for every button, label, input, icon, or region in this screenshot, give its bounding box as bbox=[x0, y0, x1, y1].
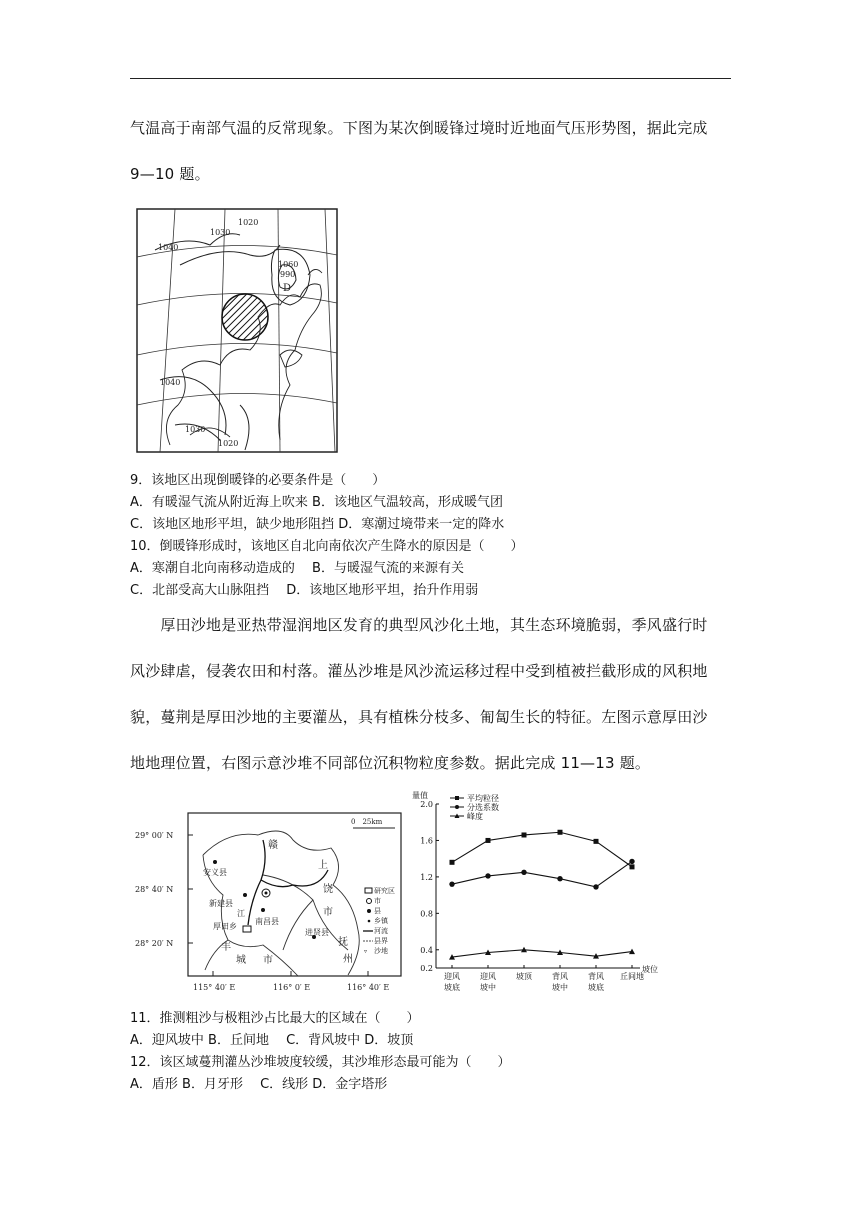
x-tick-label: 迎风 bbox=[444, 972, 460, 981]
series-line bbox=[452, 832, 632, 867]
data-point bbox=[522, 832, 527, 837]
place-label: 市 bbox=[323, 907, 333, 918]
legend-label: 分选系数 bbox=[467, 803, 499, 812]
data-point bbox=[629, 859, 634, 864]
lat-label: 28° 20′ N bbox=[135, 939, 174, 948]
q9-stem: 9．该地区出现倒暖锋的必要条件是（ ） bbox=[130, 473, 386, 488]
isobar-label: 1020 bbox=[218, 439, 239, 448]
chart-series bbox=[449, 830, 635, 960]
q11-options: A．迎风坡中 B．丘间地 C．背风坡中 D．坡顶 bbox=[130, 1033, 414, 1048]
y-tick-label: 1.2 bbox=[420, 872, 433, 882]
data-point bbox=[558, 830, 563, 835]
legend-label: 峰度 bbox=[467, 812, 483, 821]
study-area-marker bbox=[243, 926, 251, 932]
data-point bbox=[450, 860, 455, 865]
legend-marker bbox=[455, 805, 459, 809]
location-map-figure bbox=[133, 800, 413, 996]
lat-label: 29° 00′ N bbox=[135, 831, 174, 840]
legend-label: 平均粒径 bbox=[467, 794, 499, 803]
isobar-label: 1040 bbox=[160, 378, 181, 387]
place-label: 抚 bbox=[338, 937, 348, 948]
data-point bbox=[449, 881, 454, 886]
svg-text:0 25km: 0 25km bbox=[351, 818, 383, 826]
q11-stem: 11．推测粗沙与极粗沙占比最大的区域在（ ） bbox=[130, 1011, 420, 1026]
data-point bbox=[521, 870, 526, 875]
isobar-label: 1060 bbox=[278, 260, 299, 269]
data-point bbox=[485, 873, 490, 878]
y-axis-label: 量值 bbox=[412, 791, 428, 800]
low-pressure-label: D bbox=[283, 283, 292, 294]
lon-label: 116° 0′ E bbox=[273, 983, 311, 992]
y-tick-label: 0.8 bbox=[420, 909, 433, 919]
legend-marker bbox=[455, 796, 459, 800]
x-tick-label: 背风 bbox=[552, 972, 568, 981]
data-point bbox=[630, 864, 635, 869]
svg-text:河流: 河流 bbox=[374, 927, 388, 935]
q9-options-cd: C．该地区地形平坦，缺少地形阻挡 D．寒潮过境带来一定的降水 bbox=[130, 517, 505, 532]
svg-text:▿: ▿ bbox=[364, 948, 368, 955]
place-label: 市 bbox=[263, 955, 273, 966]
svg-text:乡镇: 乡镇 bbox=[374, 917, 388, 925]
y-tick-label: 0.2 bbox=[420, 964, 433, 973]
y-tick-label: 2.0 bbox=[420, 800, 433, 809]
intro2-line4: 地地理位置，右图示意沙堆不同部位沉积物粒度参数。据此完成 11—13 题。 bbox=[130, 754, 651, 772]
grain-size-chart bbox=[410, 790, 672, 996]
intro2-line1: 厚田沙地是亚热带湿润地区发育的典型风沙化土地，其生态环境脆弱，季风盛行时 bbox=[130, 616, 708, 634]
svg-text:县: 县 bbox=[374, 907, 381, 915]
warm-front-area bbox=[222, 294, 268, 340]
place-label: 赣 bbox=[268, 840, 278, 851]
svg-text:研究区: 研究区 bbox=[374, 887, 395, 895]
place-label: 安义县 bbox=[203, 868, 227, 877]
y-tick-label: 1.6 bbox=[420, 836, 433, 846]
series-line bbox=[452, 950, 632, 957]
data-point bbox=[594, 839, 599, 844]
place-label: 丰 bbox=[221, 942, 231, 953]
place-label: 厚田乡 bbox=[213, 922, 237, 931]
x-tick-label: 丘间地 bbox=[620, 972, 644, 981]
intro2-line2: 风沙肆虐，侵袭农田和村落。灌丛沙堆是风沙流运移过程中受到植被拦截形成的风积地 bbox=[130, 662, 708, 680]
place-label: 南昌县 bbox=[255, 917, 279, 926]
x-tick-label: 坡底 bbox=[444, 983, 460, 992]
q12-stem: 12．该区域蔓荆灌丛沙堆坡度较缓，其沙堆形态最可能为（ ） bbox=[130, 1055, 511, 1070]
location-map-frame bbox=[188, 813, 401, 976]
chart-labels bbox=[412, 790, 658, 992]
pressure-map-figure bbox=[130, 205, 342, 455]
q12-options: A．盾形 B．月牙形 C．线形 D．金字塔形 bbox=[130, 1077, 388, 1092]
data-point bbox=[593, 884, 598, 889]
isobar-label: 1020 bbox=[238, 218, 259, 227]
header-rule bbox=[130, 78, 731, 79]
svg-text:县界: 县界 bbox=[374, 937, 388, 945]
place-label: 州 bbox=[343, 954, 353, 965]
intro2-line3: 貌，蔓荆是厚田沙地的主要灌丛，具有植株分枝多、匍匐生长的特征。左图示意厚田沙 bbox=[130, 708, 708, 726]
place-label: 城 bbox=[236, 955, 246, 966]
x-tick-label: 迎风 bbox=[480, 972, 496, 981]
data-point bbox=[557, 876, 562, 881]
q10-stem: 10．倒暖锋形成时，该地区自北向南依次产生降水的原因是（ ） bbox=[130, 539, 524, 554]
x-axis-label: 坡位 bbox=[642, 965, 658, 974]
svg-text:市: 市 bbox=[374, 897, 381, 905]
q9-options-ab: A．有暖湿气流从附近海上吹来 B．该地区气温较高，形成暖气团 bbox=[130, 495, 503, 510]
series-line bbox=[452, 861, 632, 887]
isobar-label: 990 bbox=[280, 270, 296, 279]
intro1-line2: 9—10 题。 bbox=[130, 165, 210, 183]
svg-text:沙地: 沙地 bbox=[374, 947, 388, 955]
q10-options-ab: A．寒潮自北向南移动造成的 B．与暖湿气流的来源有关 bbox=[130, 561, 464, 576]
isobar-label: 1030 bbox=[210, 228, 231, 237]
x-tick-label: 坡顶 bbox=[516, 972, 532, 981]
place-label: 进贤县 bbox=[305, 928, 329, 937]
place-label: 饶 bbox=[323, 884, 333, 895]
isobar-label: 1040 bbox=[158, 243, 179, 252]
x-tick-label: 背风 bbox=[588, 972, 604, 981]
lat-label: 28° 40′ N bbox=[135, 885, 174, 894]
place-label: 江 bbox=[237, 909, 245, 918]
x-tick-label: 坡中 bbox=[552, 983, 568, 992]
chart-axes bbox=[436, 804, 640, 968]
place-label: 新建县 bbox=[209, 899, 233, 908]
x-tick-label: 坡中 bbox=[480, 983, 496, 992]
lon-label: 115° 40′ E bbox=[193, 983, 236, 992]
y-tick-label: 0.4 bbox=[420, 945, 433, 955]
data-point bbox=[486, 838, 491, 843]
lon-label: 116° 40′ E bbox=[347, 983, 390, 992]
place-label: 上 bbox=[318, 860, 328, 871]
x-tick-label: 坡底 bbox=[588, 983, 604, 992]
intro1-line1: 气温高于南部气温的反常现象。下图为某次倒暖锋过境时近地面气压形势图，据此完成 bbox=[130, 119, 708, 137]
isobar-label: 1030 bbox=[185, 425, 206, 434]
q10-options-cd: C．北部受高大山脉阻挡 D．该地区地形平坦，抬升作用弱 bbox=[130, 583, 479, 598]
